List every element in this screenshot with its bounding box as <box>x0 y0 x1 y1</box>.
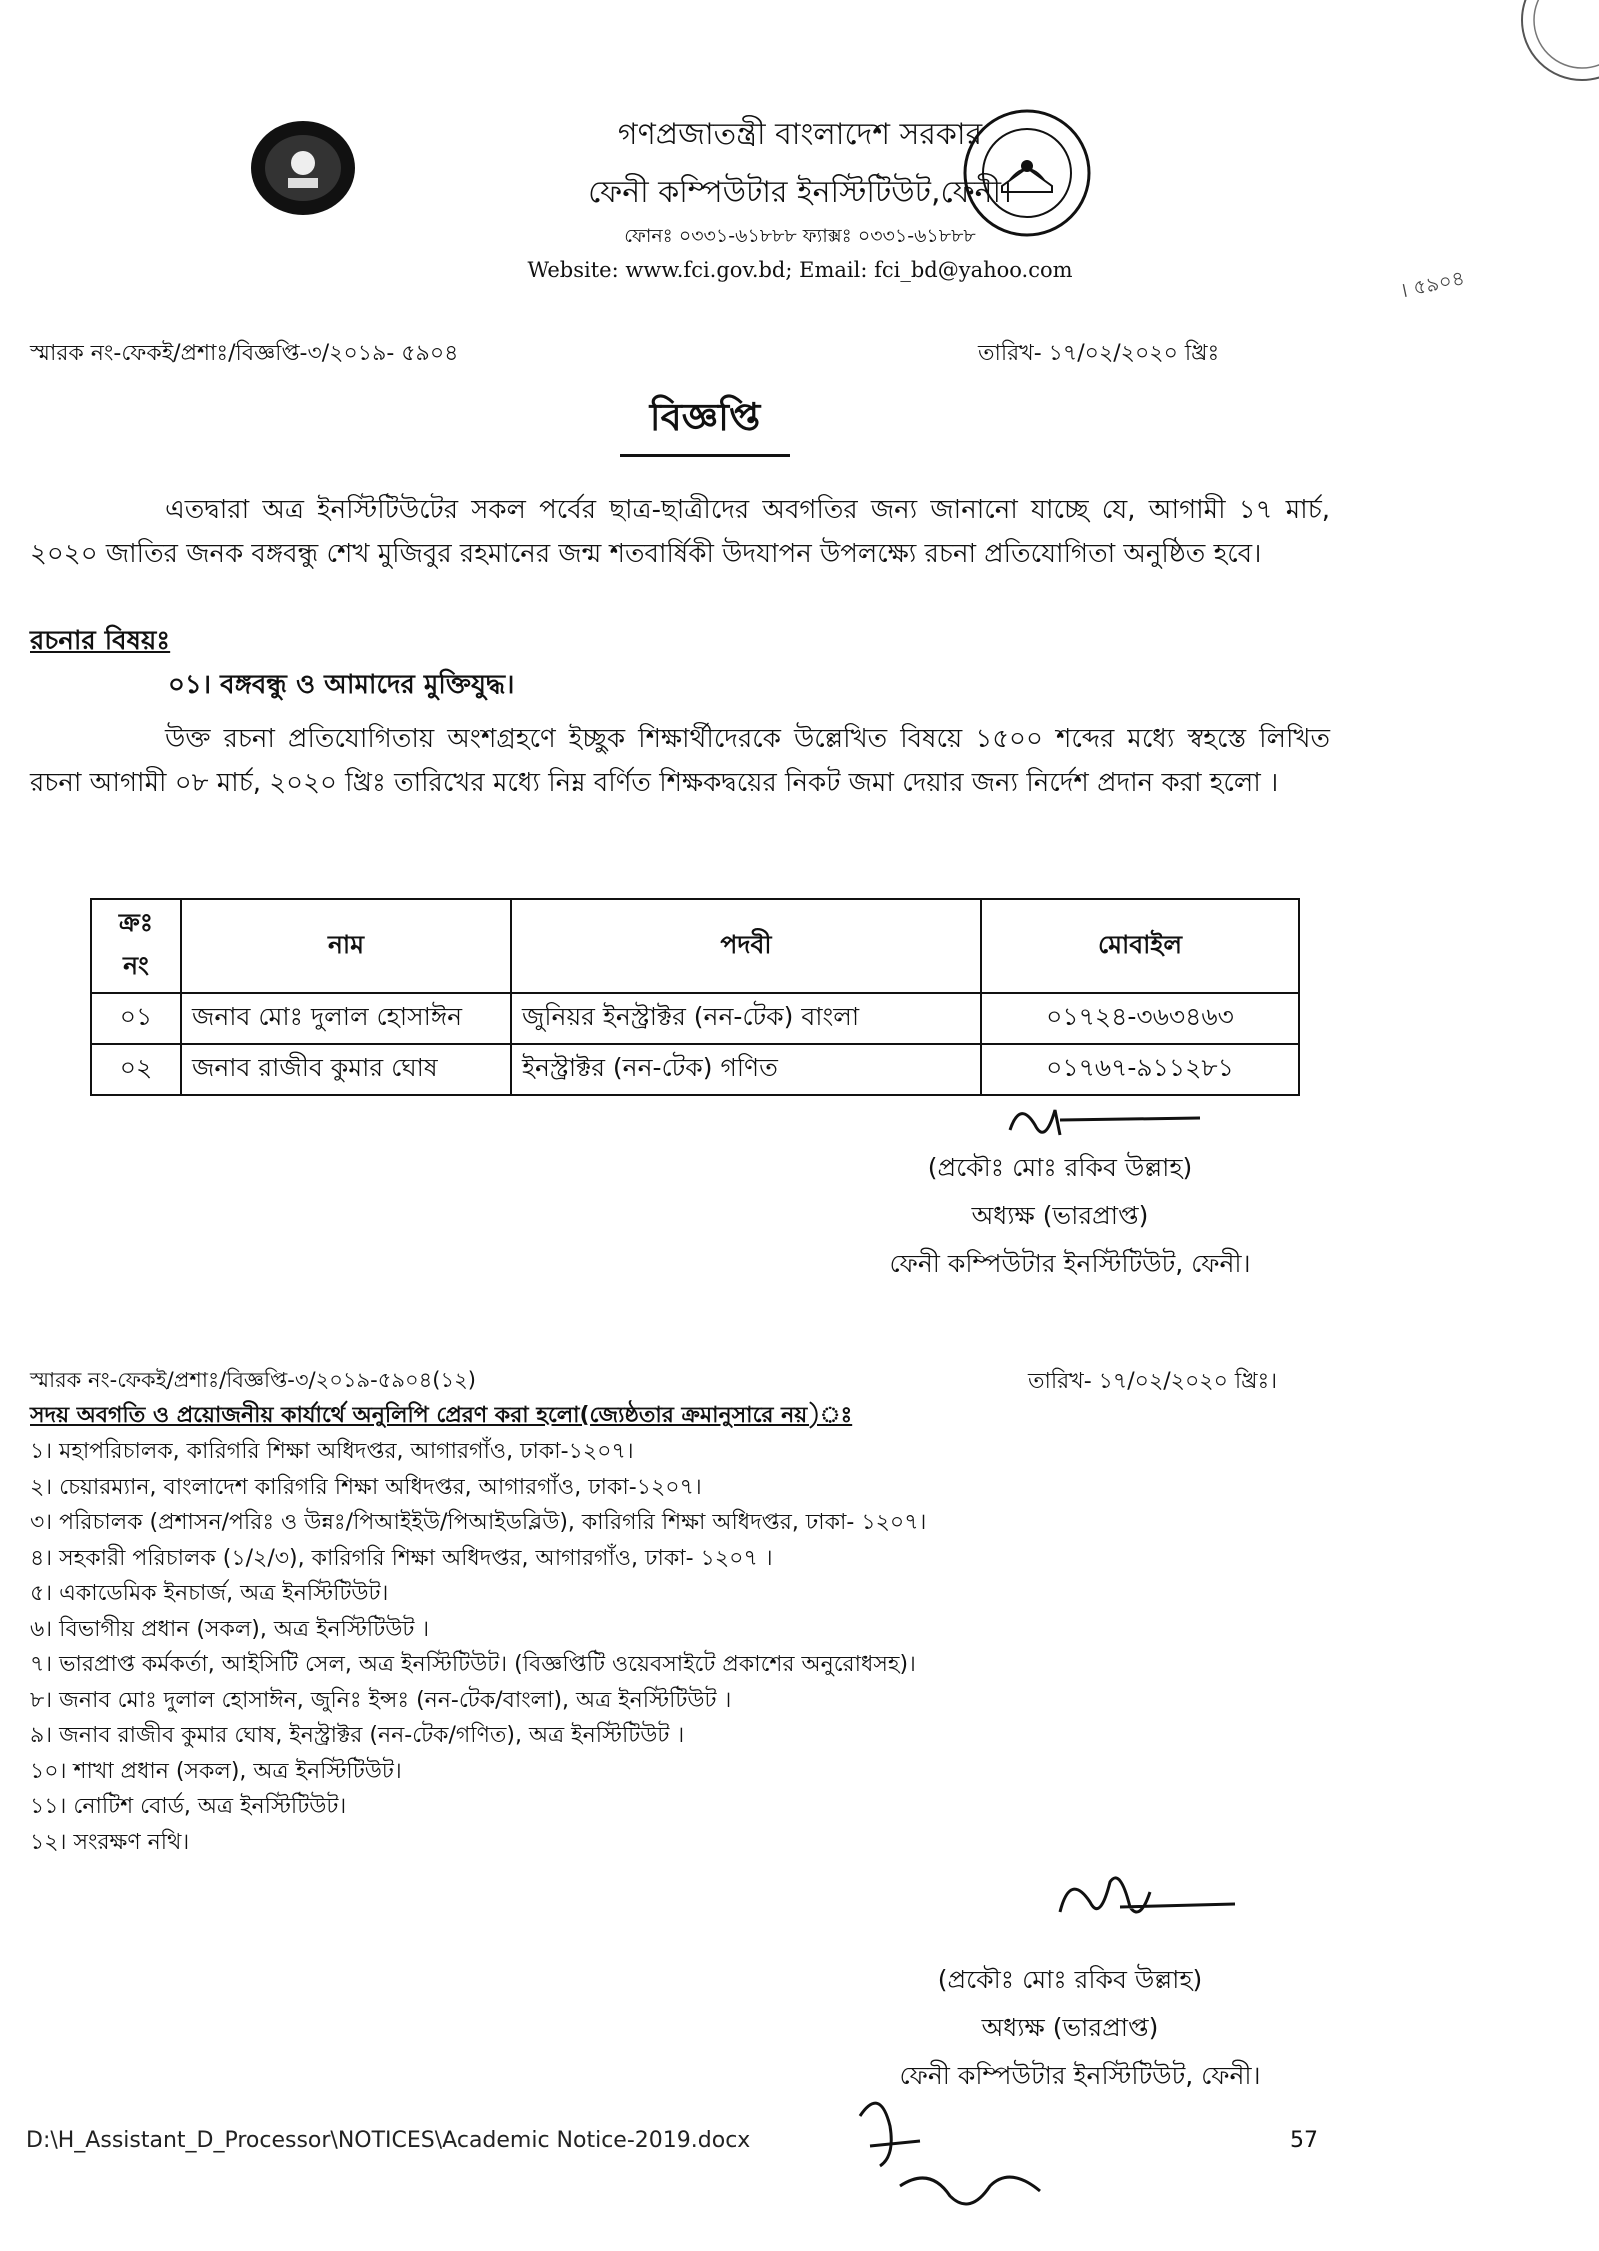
cell-serial: ০২ <box>91 1044 181 1095</box>
notice-date: তারিখ- ১৭/০২/২০২০ খ্রিঃ <box>978 341 1220 366</box>
margin-note: । ৫৯০৪ <box>1397 265 1467 303</box>
signatory-name: (প্রকৌঃ মোঃ রকিব উল্লাহ) <box>937 1965 1203 1994</box>
table-row <box>91 1044 1299 1095</box>
signatory-office: ফেনী কম্পিউটার ইনস্টিটিউট, ফেনী। <box>889 1249 1251 1278</box>
govt-title: গণপ্রজাতন্ত্রী বাংলাদেশ সরকার <box>617 117 983 152</box>
file-path: D:\H_Assistant_D_Processor\NOTICES\Academic Notice-2019.docx <box>26 2128 751 2153</box>
initials-signature-icon <box>840 2086 1060 2236</box>
copy-recipient-list <box>30 1434 926 1860</box>
copy-memo-number: স্মারক নং-ফেকই/প্রশাঃ/বিজ্ঞপ্তি-৩/২০১৯-৫৯০৪(১২) <box>30 1368 476 1392</box>
notice-paragraph-2: উক্ত রচনা প্রতিযোগিতায় অংশগ্রহণে ইচ্ছুক শিক্ষার্থীদেরকে উল্লেখিত বিষয়ে ১৫০০ শব্দের মধ্যে স্বহস্তে লিখিত রচনা আগামী ০৮ মার্চ, ২০২০ খ্রিঃ তারিখের মধ্যে নিম্ন বর্ণিত শিক্ষকদ্বয়ের নিকট জমা দেয়ার জন্য নির্দেশ প্রদান করা হলো । <box>30 724 1330 798</box>
copy-date: তারিখ- ১৭/০২/২০২০ খ্রিঃ। <box>1028 1369 1278 1394</box>
list-item: ১২। সংরক্ষণ নথি। <box>30 1829 190 1855</box>
table-header-row <box>91 899 1299 993</box>
signature-icon <box>1040 1862 1240 1932</box>
list-item: ২। চেয়ারম্যান, বাংলাদেশ কারিগরি শিক্ষা অধিদপ্তর, আগারগাঁও, ঢাকা-১২০৭। <box>30 1474 702 1500</box>
corner-stamp-icon <box>1502 0 1599 96</box>
signature-icon <box>1000 1090 1220 1150</box>
institute-name: ফেনী কম্পিউটার ইনস্টিটিউট,ফেনী। <box>588 175 1012 210</box>
signatory-office: ফেনী কম্পিউটার ইনস্টিটিউট, ফেনী। <box>899 2061 1261 2090</box>
col-serial-header: ক্রঃ নং <box>91 899 181 993</box>
copy-heading: সদয় অবগতি ও প্রয়োজনীয় কার্যার্থে অনুলিপি প্রেরণ করা হলো(জ্যেষ্ঠতার ক্রমানুসারে নয়)ঃ <box>30 1403 853 1428</box>
teachers-table <box>90 898 1300 1096</box>
cell-name: জনাব রাজীব কুমার ঘোষ <box>181 1044 511 1095</box>
list-item: ৪। সহকারী পরিচালক (১/২/৩), কারিগরি শিক্ষা অধিদপ্তর, আগারগাঁও, ঢাকা- ১২০৭ । <box>30 1545 773 1571</box>
list-item: ১১। নোটিশ বোর্ড, অত্র ইনস্টিটিউট। <box>30 1794 347 1819</box>
cell-designation: জুনিয়র ইনস্ট্রাক্টর (নন-টেক) বাংলা <box>511 993 981 1044</box>
notice-paragraph-1: এতদ্বারা অত্র ইনস্টিটিউটের সকল পর্বের ছাত্র-ছাত্রীদের অবগতির জন্য জানানো যাচ্ছে যে, আগামী ১৭ মার্চ, ২০২০ জাতির জনক বঙ্গবন্ধু শেখ মুজিবুর রহমানের জন্ম শতবার্ষিকী উদযাপন উপলক্ষ্যে রচনা প্রতিযোগিতা অনুষ্ঠিত হবে। <box>30 495 1330 569</box>
col-name-header: নাম <box>181 899 511 993</box>
cell-mobile: ০১৭২৪-৩৬৩৪৬৩ <box>981 993 1299 1044</box>
list-item: ৬। বিভাগীয় প্রধান (সকল), অত্র ইনস্টিটিউট । <box>30 1616 430 1642</box>
notice-title: বিজ্ঞপ্তি <box>620 388 790 457</box>
mujib-year-logo-icon <box>962 108 1092 238</box>
cell-name: জনাব মোঃ দুলাল হোসাঈন <box>181 993 511 1044</box>
signatory-designation: অধ্যক্ষ (ভারপ্রাপ্ত) <box>971 1201 1149 1230</box>
col-mobile-header: মোবাইল <box>981 899 1299 993</box>
cell-mobile: ০১৭৬৭-৯১১২৮১ <box>981 1044 1299 1095</box>
subject-item: ০১। বঙ্গবন্ধু ও আমাদের মুক্তিযুদ্ধ। <box>168 670 515 700</box>
website-email: Website: www.fci.gov.bd; Email: fci_bd@yahoo.com <box>527 258 1073 282</box>
col-designation-header: পদবী <box>511 899 981 993</box>
institute-logo-icon <box>248 118 358 218</box>
signatory-name: (প্রকৌঃ মোঃ রকিব উল্লাহ) <box>927 1153 1193 1182</box>
list-item: ৭। ভারপ্রাপ্ত কর্মকর্তা, আইসিটি সেল, অত্র ইনস্টিটিউট। (বিজ্ঞপ্তিটি ওয়েবসাইটে প্রকাশের অনুরোধসহ)। <box>30 1652 916 1677</box>
list-item: ১। মহাপরিচালক, কারিগরি শিক্ষা অধিদপ্তর, আগারগাঁও, ঢাকা-১২০৭। <box>30 1439 634 1464</box>
list-item: ১০। শাখা প্রধান (সকল), অত্র ইনস্টিটিউট। <box>30 1758 402 1784</box>
page-number: 57 <box>1290 2128 1318 2153</box>
list-item: ৫। একাডেমিক ইনচার্জ, অত্র ইনস্টিটিউট। <box>30 1581 389 1606</box>
table-row <box>91 993 1299 1044</box>
list-item: ৮। জনাব মোঃ দুলাল হোসাঈন, জুনিঃ ইন্সঃ (নন-টেক/বাংলা), অত্র ইনস্টিটিউট । <box>30 1687 732 1713</box>
cell-serial: ০১ <box>91 993 181 1044</box>
signatory-designation: অধ্যক্ষ (ভারপ্রাপ্ত) <box>981 2013 1159 2042</box>
list-item: ৯। জনাব রাজীব কুমার ঘোষ, ইনস্ট্রাক্টর (নন-টেক/গণিত), অত্র ইনস্টিটিউট । <box>30 1723 685 1748</box>
cell-designation: ইনস্ট্রাক্টর (নন-টেক) গণিত <box>511 1044 981 1095</box>
phone-fax: ফোনঃ ০৩৩১-৬১৮৮৮ ফ্যাক্সঃ ০৩৩১-৬১৮৮৮ <box>624 225 976 247</box>
list-item: ৩। পরিচালক (প্রশাসন/পরিঃ ও উন্নঃ/পিআইইউ/পিআইডব্লিউ), কারিগরি শিক্ষা অধিদপ্তর, ঢাকা- ১২০৭। <box>30 1510 927 1535</box>
subject-heading: রচনার বিষয়ঃ <box>30 626 171 656</box>
memo-number: স্মারক নং-ফেকই/প্রশাঃ/বিজ্ঞপ্তি-৩/২০১৯- ৫৯০৪ <box>30 341 459 366</box>
